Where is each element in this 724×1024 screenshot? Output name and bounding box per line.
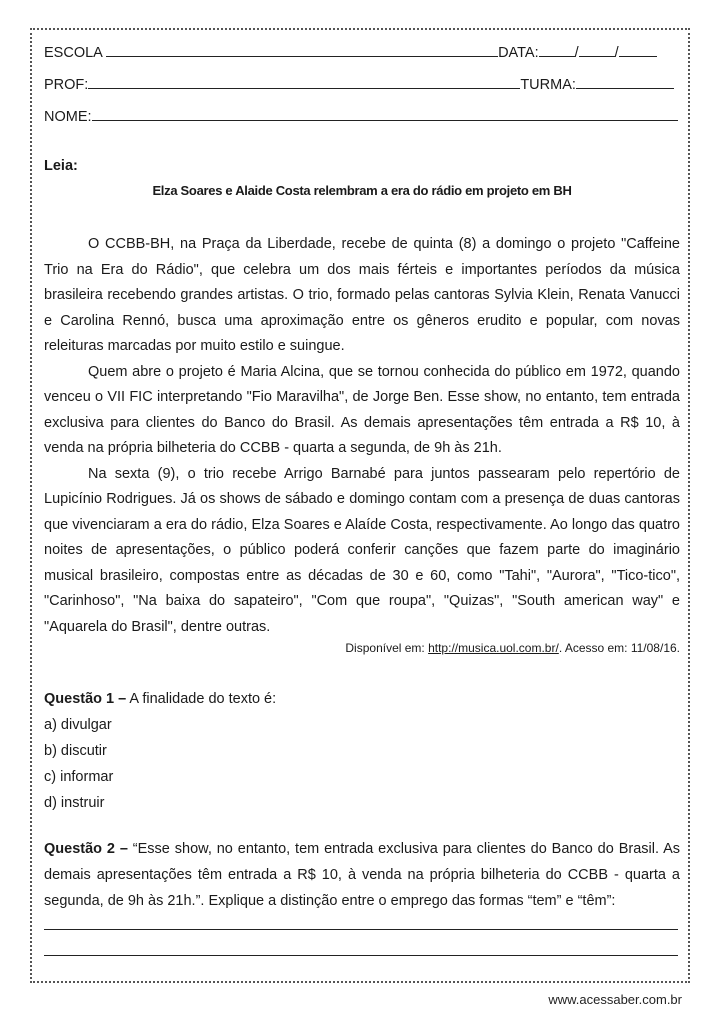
nome-field[interactable] <box>92 108 678 121</box>
date-day-field[interactable] <box>539 44 575 57</box>
article-paragraph: Quem abre o projeto é Maria Alcina, que se tornou conhecida do público em 1972, quando venceu o VII FIC interpretando "Fio Maravilha", de Jorge Ben. Esse show, no entanto, tem entrada exclusiva para clientes do Banco do Brasil. As demais apresentações têm entrada a R$ 10, à venda na própria bilheteria do CCBB - quarta a segunda, de 9h às 21h. <box>44 363 680 456</box>
article-paragraph: O CCBB-BH, na Praça da Liberdade, recebe de quinta (8) a domingo o projeto "Caffeine Trio na Era do Rádio", que celebra um dos mais férteis e importantes períodos da música brasileira recebendo grandes artistas. O trio, formado pelas cantoras Sylvia Klein, Renata Vanucci e Carolina Rennó, busca uma aproximação entre os gêneros erudito e popular, com novas releituras marcadas por muito estilo e suingue. <box>44 236 680 354</box>
school-line: ESCOLA DATA: / / <box>44 44 657 61</box>
source-prefix: Disponível em: <box>345 641 429 655</box>
turma-field[interactable] <box>576 76 674 89</box>
leia-heading: Leia: <box>44 158 78 174</box>
date-year-field[interactable] <box>619 44 657 57</box>
option-c[interactable]: c) informar <box>44 769 114 785</box>
prof-field[interactable] <box>88 76 520 89</box>
option-d[interactable]: d) instruir <box>44 795 105 811</box>
option-a[interactable]: a) divulgar <box>44 717 112 733</box>
nome-line <box>44 108 678 125</box>
prof-line <box>44 76 674 93</box>
answer-line-1[interactable] <box>44 929 678 930</box>
source-link[interactable]: http://musica.uol.com.br/ <box>428 641 559 655</box>
source-citation <box>345 641 680 655</box>
question-2-label: Questão 2 – <box>44 841 128 857</box>
source-suffix: . Acesso em: 11/08/16. <box>558 641 680 655</box>
nome-label: NOME: <box>44 109 92 125</box>
question-1 <box>44 686 680 816</box>
escola-field[interactable] <box>106 44 498 57</box>
question-2 <box>44 836 680 914</box>
article-paragraph: Na sexta (9), o trio recebe Arrigo Barnabé para juntos passearam pelo repertório de Lupicínio Rodrigues. Já os shows de sábado e domingo contam com a presença de duas cantoras que vivenciaram a era do rádio, Elza Soares e Alaíde Costa, respectivamente. Ao longo das quatro noites de apresentações, o público poderá conferir canções que fazem parte do imaginário musical brasileiro, compostas entre as décadas de 30 e 60, como "Tahi", "Aurora", "Tico-tico", "Carinhoso", "Na baixa do sapateiro", "Com que roupa", "Quizas", "South american way" e "Aquarela do Brasil", dentre outras. <box>44 465 680 635</box>
question-1-text: A finalidade do texto é: <box>126 691 277 707</box>
prof-label: PROF: <box>44 77 89 93</box>
question-2-text: “Esse show, no entanto, tem entrada exclusiva para clientes do Banco do Brasil. As demais apresentações têm entrada a R$ 10, à venda na própria bilheteria do CCBB - quarta a segunda, de 9h às 21h.”. Explique a distinção entre o emprego das formas “tem” e “têm”: <box>44 841 680 909</box>
answer-line-2[interactable] <box>44 955 678 956</box>
date-month-field[interactable] <box>579 44 615 57</box>
option-b[interactable]: b) discutir <box>44 743 107 759</box>
turma-label: TURMA: <box>520 77 576 93</box>
question-1-label: Questão 1 – <box>44 691 127 707</box>
article-title: Elza Soares e Alaide Costa relembram a era do rádio em projeto em BH <box>152 183 572 198</box>
footer-url[interactable]: www.acessaber.com.br <box>548 992 682 1007</box>
question-1-options <box>44 712 680 816</box>
article-body <box>44 232 680 640</box>
escola-label: ESCOLA <box>44 45 103 61</box>
data-label: DATA: <box>498 45 539 61</box>
